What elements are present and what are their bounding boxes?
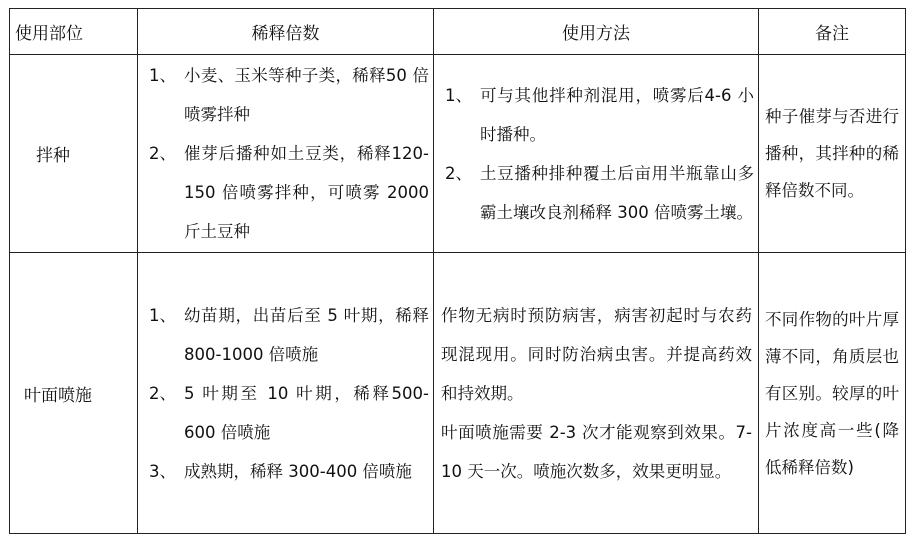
list-item: [138, 452, 433, 491]
list-item: [138, 134, 433, 251]
item-number: 1、: [445, 85, 472, 105]
note-text: 种子催芽与否进行播种，其拌种的稀释倍数不同。: [765, 107, 899, 200]
usage-table: [9, 8, 906, 534]
item-number: 2、: [149, 383, 176, 403]
dilution-cell: [138, 253, 434, 534]
item-text: 5 叶期至 10 叶期，稀释500-600 倍喷施: [184, 383, 429, 442]
table-row: [10, 253, 906, 534]
note-cell: [759, 55, 906, 253]
method-paragraph: 作物无病时预防病害，病害初起时与农药现混现用。同时防治病虫害。并提高药效和持效期。: [441, 305, 752, 403]
item-text: 成熟期，稀释 300-400 倍喷施: [184, 461, 412, 481]
row-label: 叶面喷施: [10, 253, 138, 534]
method-cell: [434, 253, 759, 534]
list-item: [138, 296, 433, 374]
list-item: [434, 154, 758, 232]
header-note: 备注: [759, 9, 906, 55]
item-number: 1、: [149, 305, 176, 325]
list-item: [138, 374, 433, 452]
table-row: [10, 55, 906, 253]
item-number: 3、: [149, 461, 176, 481]
note-cell: [759, 253, 906, 534]
header-dilution: 稀释倍数: [138, 9, 434, 55]
item-text: 可与其他拌种剂混用，喷雾后4-6 小时播种。: [480, 85, 754, 144]
item-number: 2、: [445, 163, 472, 183]
method-paragraph: 叶面喷施需要 2-3 次才能观察到效果。7-10 天一次。喷施次数多，效果更明显。: [441, 422, 752, 481]
header-row: [10, 9, 906, 55]
row-label: 拌种: [10, 55, 138, 253]
header-method: 使用方法: [434, 9, 759, 55]
header-part: 使用部位: [10, 9, 138, 55]
dilution-cell: [138, 55, 434, 253]
item-number: 2、: [149, 144, 176, 163]
item-text: 幼苗期，出苗后至 5 叶期，稀释 800-1000 倍喷施: [184, 305, 429, 364]
list-item: [138, 56, 433, 134]
method-cell: [434, 55, 759, 253]
note-text: 不同作物的叶片厚薄不同，角质层也有区别。较厚的叶片浓度高一些(降低稀释倍数): [765, 309, 899, 477]
item-number: 1、: [149, 66, 176, 85]
list-item: [434, 76, 758, 154]
item-text: 小麦、玉米等种子类，稀释50 倍喷雾拌种: [184, 66, 429, 124]
item-text: 催芽后播种如土豆类，稀释120-150 倍喷雾拌种，可喷雾 2000 斤土豆种: [184, 144, 429, 241]
item-text: 土豆播种排种覆土后亩用半瓶靠山多霸土壤改良剂稀释 300 倍喷雾土壤。: [480, 163, 754, 222]
